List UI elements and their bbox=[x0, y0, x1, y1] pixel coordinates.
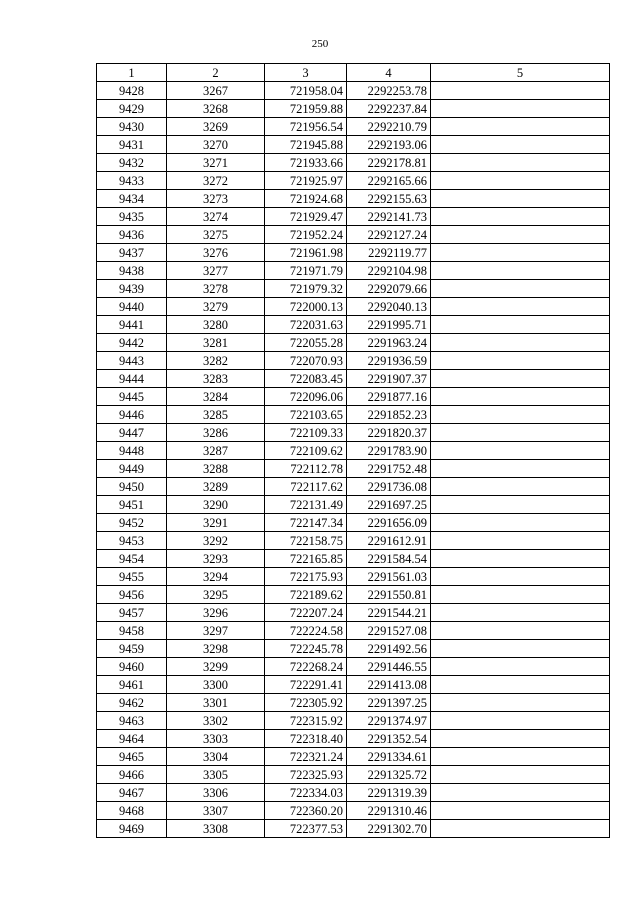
table-cell: 9431 bbox=[97, 136, 167, 154]
table-cell: 722360.20 bbox=[265, 802, 347, 820]
table-row bbox=[97, 424, 610, 442]
table-cell: 9455 bbox=[97, 568, 167, 586]
table-cell: 2292104.98 bbox=[347, 262, 431, 280]
table-cell: 2291907.37 bbox=[347, 370, 431, 388]
table-row bbox=[97, 442, 610, 460]
table-cell: 2291446.55 bbox=[347, 658, 431, 676]
table-cell bbox=[431, 604, 610, 622]
table-row bbox=[97, 622, 610, 640]
table-cell: 2291492.56 bbox=[347, 640, 431, 658]
table-cell: 3303 bbox=[167, 730, 265, 748]
table-cell: 721933.66 bbox=[265, 154, 347, 172]
table-cell: 722245.78 bbox=[265, 640, 347, 658]
table-cell: 721952.24 bbox=[265, 226, 347, 244]
table-header-row bbox=[97, 64, 610, 82]
table-cell: 3272 bbox=[167, 172, 265, 190]
table-cell: 9441 bbox=[97, 316, 167, 334]
table-cell: 722175.93 bbox=[265, 568, 347, 586]
table-cell: 722103.65 bbox=[265, 406, 347, 424]
table-cell: 9437 bbox=[97, 244, 167, 262]
table-cell bbox=[431, 514, 610, 532]
table-cell: 2291374.97 bbox=[347, 712, 431, 730]
table-cell: 722000.13 bbox=[265, 298, 347, 316]
table-cell: 3267 bbox=[167, 82, 265, 100]
table-cell: 2292079.66 bbox=[347, 280, 431, 298]
table-row bbox=[97, 694, 610, 712]
table-cell: 722377.53 bbox=[265, 820, 347, 838]
table-row bbox=[97, 100, 610, 118]
table-cell bbox=[431, 640, 610, 658]
table-row bbox=[97, 658, 610, 676]
table-cell: 2291561.03 bbox=[347, 568, 431, 586]
table-row bbox=[97, 784, 610, 802]
column-header: 2 bbox=[167, 64, 265, 82]
table-cell bbox=[431, 586, 610, 604]
table-cell bbox=[431, 298, 610, 316]
table-cell: 3308 bbox=[167, 820, 265, 838]
table-cell: 3299 bbox=[167, 658, 265, 676]
table-cell: 9458 bbox=[97, 622, 167, 640]
table-cell bbox=[431, 712, 610, 730]
table-cell: 2292165.66 bbox=[347, 172, 431, 190]
table-cell: 2291995.71 bbox=[347, 316, 431, 334]
table-cell bbox=[431, 460, 610, 478]
table-cell bbox=[431, 568, 610, 586]
table-row bbox=[97, 496, 610, 514]
table-cell: 2292210.79 bbox=[347, 118, 431, 136]
table-cell: 9445 bbox=[97, 388, 167, 406]
table-row bbox=[97, 298, 610, 316]
table-cell: 2291413.08 bbox=[347, 676, 431, 694]
table-row bbox=[97, 766, 610, 784]
table-cell: 3286 bbox=[167, 424, 265, 442]
table-cell: 2291550.81 bbox=[347, 586, 431, 604]
table-cell: 9428 bbox=[97, 82, 167, 100]
table-row bbox=[97, 244, 610, 262]
table-cell: 2292155.63 bbox=[347, 190, 431, 208]
table-cell bbox=[431, 352, 610, 370]
table-row bbox=[97, 316, 610, 334]
table-cell bbox=[431, 784, 610, 802]
table-cell: 9460 bbox=[97, 658, 167, 676]
table-cell: 721945.88 bbox=[265, 136, 347, 154]
table-body bbox=[97, 82, 610, 838]
table-cell bbox=[431, 802, 610, 820]
table-cell bbox=[431, 748, 610, 766]
table-cell: 9433 bbox=[97, 172, 167, 190]
table-cell: 9463 bbox=[97, 712, 167, 730]
table-cell: 2291697.25 bbox=[347, 496, 431, 514]
table-cell: 9462 bbox=[97, 694, 167, 712]
table-cell: 9451 bbox=[97, 496, 167, 514]
table-cell: 3305 bbox=[167, 766, 265, 784]
table-row bbox=[97, 118, 610, 136]
table-row bbox=[97, 730, 610, 748]
table-cell: 2292178.81 bbox=[347, 154, 431, 172]
table-cell bbox=[431, 766, 610, 784]
table-cell: 722109.62 bbox=[265, 442, 347, 460]
table-cell: 3274 bbox=[167, 208, 265, 226]
table-cell: 9443 bbox=[97, 352, 167, 370]
table-cell bbox=[431, 406, 610, 424]
table-cell: 2291820.37 bbox=[347, 424, 431, 442]
table-cell: 722224.58 bbox=[265, 622, 347, 640]
table-cell: 3282 bbox=[167, 352, 265, 370]
table-cell bbox=[431, 280, 610, 298]
table-row bbox=[97, 226, 610, 244]
table-row bbox=[97, 406, 610, 424]
table-cell: 721956.54 bbox=[265, 118, 347, 136]
table-cell: 722109.33 bbox=[265, 424, 347, 442]
table-row bbox=[97, 388, 610, 406]
table-cell: 3284 bbox=[167, 388, 265, 406]
table-cell: 721925.97 bbox=[265, 172, 347, 190]
table-cell: 722291.41 bbox=[265, 676, 347, 694]
table-row bbox=[97, 532, 610, 550]
table-cell: 722131.49 bbox=[265, 496, 347, 514]
table-cell bbox=[431, 136, 610, 154]
table-cell: 3298 bbox=[167, 640, 265, 658]
table-cell: 3280 bbox=[167, 316, 265, 334]
table-cell: 722083.45 bbox=[265, 370, 347, 388]
table-cell: 9465 bbox=[97, 748, 167, 766]
table-cell: 722055.28 bbox=[265, 334, 347, 352]
table-cell: 9469 bbox=[97, 820, 167, 838]
table-cell: 9459 bbox=[97, 640, 167, 658]
table-row bbox=[97, 748, 610, 766]
table-cell: 722207.24 bbox=[265, 604, 347, 622]
table-cell bbox=[431, 424, 610, 442]
table-cell bbox=[431, 676, 610, 694]
table-cell bbox=[431, 172, 610, 190]
table-row bbox=[97, 280, 610, 298]
table-cell: 9453 bbox=[97, 532, 167, 550]
table-cell bbox=[431, 190, 610, 208]
table-cell: 3295 bbox=[167, 586, 265, 604]
table-cell: 9432 bbox=[97, 154, 167, 172]
table-cell bbox=[431, 388, 610, 406]
table-cell: 2292237.84 bbox=[347, 100, 431, 118]
table-cell: 3278 bbox=[167, 280, 265, 298]
table-cell: 2291310.46 bbox=[347, 802, 431, 820]
table-cell: 3276 bbox=[167, 244, 265, 262]
table-cell: 721929.47 bbox=[265, 208, 347, 226]
table-cell: 9467 bbox=[97, 784, 167, 802]
table-cell: 9438 bbox=[97, 262, 167, 280]
table-cell: 9442 bbox=[97, 334, 167, 352]
table-cell: 3269 bbox=[167, 118, 265, 136]
table-row bbox=[97, 478, 610, 496]
table-row bbox=[97, 190, 610, 208]
table-cell: 2292253.78 bbox=[347, 82, 431, 100]
coordinates-table bbox=[96, 63, 610, 838]
table-cell: 2291527.08 bbox=[347, 622, 431, 640]
table-cell: 3277 bbox=[167, 262, 265, 280]
table-cell: 2291736.08 bbox=[347, 478, 431, 496]
table-cell: 2291963.24 bbox=[347, 334, 431, 352]
table-row bbox=[97, 136, 610, 154]
table-cell: 2291397.25 bbox=[347, 694, 431, 712]
table-cell: 3279 bbox=[167, 298, 265, 316]
table-cell: 721958.04 bbox=[265, 82, 347, 100]
table-cell: 9444 bbox=[97, 370, 167, 388]
table-cell: 3294 bbox=[167, 568, 265, 586]
table-cell: 721924.68 bbox=[265, 190, 347, 208]
table-cell: 722334.03 bbox=[265, 784, 347, 802]
table-cell bbox=[431, 730, 610, 748]
table-cell: 3288 bbox=[167, 460, 265, 478]
table-cell: 3304 bbox=[167, 748, 265, 766]
table-cell: 3271 bbox=[167, 154, 265, 172]
table-row bbox=[97, 460, 610, 478]
table-cell bbox=[431, 550, 610, 568]
table-cell: 2291936.59 bbox=[347, 352, 431, 370]
table-cell: 722158.75 bbox=[265, 532, 347, 550]
table-cell: 9446 bbox=[97, 406, 167, 424]
table-cell: 3285 bbox=[167, 406, 265, 424]
table-cell bbox=[431, 100, 610, 118]
table-cell: 9454 bbox=[97, 550, 167, 568]
table-cell: 2291319.39 bbox=[347, 784, 431, 802]
table-cell bbox=[431, 658, 610, 676]
table-row bbox=[97, 640, 610, 658]
table-cell: 9440 bbox=[97, 298, 167, 316]
table-cell: 3293 bbox=[167, 550, 265, 568]
column-header: 3 bbox=[265, 64, 347, 82]
table-cell bbox=[431, 820, 610, 838]
table-cell: 722315.92 bbox=[265, 712, 347, 730]
table-cell bbox=[431, 370, 610, 388]
page-number: 250 bbox=[311, 38, 329, 50]
table-cell: 2291877.16 bbox=[347, 388, 431, 406]
table-cell bbox=[431, 244, 610, 262]
table-cell: 2292119.77 bbox=[347, 244, 431, 262]
table-cell: 722031.63 bbox=[265, 316, 347, 334]
table-cell: 3268 bbox=[167, 100, 265, 118]
table-row bbox=[97, 712, 610, 730]
table-cell: 2291334.61 bbox=[347, 748, 431, 766]
table-cell: 722112.78 bbox=[265, 460, 347, 478]
table-cell: 722321.24 bbox=[265, 748, 347, 766]
table-row bbox=[97, 514, 610, 532]
table-cell bbox=[431, 154, 610, 172]
table-cell: 721979.32 bbox=[265, 280, 347, 298]
table-cell: 3290 bbox=[167, 496, 265, 514]
table-row bbox=[97, 334, 610, 352]
table-row bbox=[97, 352, 610, 370]
table-cell: 3296 bbox=[167, 604, 265, 622]
table-cell bbox=[431, 208, 610, 226]
table-cell: 2292040.13 bbox=[347, 298, 431, 316]
table-row bbox=[97, 172, 610, 190]
table-row bbox=[97, 604, 610, 622]
table-cell: 3297 bbox=[167, 622, 265, 640]
table-cell: 721971.79 bbox=[265, 262, 347, 280]
table-cell: 9456 bbox=[97, 586, 167, 604]
column-header: 1 bbox=[97, 64, 167, 82]
table-cell: 3300 bbox=[167, 676, 265, 694]
table-cell: 2291584.54 bbox=[347, 550, 431, 568]
table-cell bbox=[431, 82, 610, 100]
table-row bbox=[97, 208, 610, 226]
table-cell: 3287 bbox=[167, 442, 265, 460]
table-cell: 722318.40 bbox=[265, 730, 347, 748]
table-row bbox=[97, 82, 610, 100]
table-cell bbox=[431, 694, 610, 712]
table-cell: 3270 bbox=[167, 136, 265, 154]
column-header: 5 bbox=[431, 64, 610, 82]
table-cell: 9435 bbox=[97, 208, 167, 226]
table-cell: 2291352.54 bbox=[347, 730, 431, 748]
table-cell bbox=[431, 442, 610, 460]
table-cell: 9448 bbox=[97, 442, 167, 460]
table-cell: 9457 bbox=[97, 604, 167, 622]
table-row bbox=[97, 676, 610, 694]
table-cell: 3273 bbox=[167, 190, 265, 208]
table-cell: 9429 bbox=[97, 100, 167, 118]
table-cell: 3275 bbox=[167, 226, 265, 244]
table-cell bbox=[431, 496, 610, 514]
table-cell: 722189.62 bbox=[265, 586, 347, 604]
table-cell: 3307 bbox=[167, 802, 265, 820]
table-cell: 2291302.70 bbox=[347, 820, 431, 838]
table-cell: 2292193.06 bbox=[347, 136, 431, 154]
table-cell bbox=[431, 118, 610, 136]
table-row bbox=[97, 586, 610, 604]
table-cell: 2291783.90 bbox=[347, 442, 431, 460]
table-cell bbox=[431, 622, 610, 640]
table-cell: 722268.24 bbox=[265, 658, 347, 676]
table-cell: 9449 bbox=[97, 460, 167, 478]
table-cell: 722117.62 bbox=[265, 478, 347, 496]
table-row bbox=[97, 154, 610, 172]
column-header: 4 bbox=[347, 64, 431, 82]
table-cell: 3289 bbox=[167, 478, 265, 496]
table-cell: 3283 bbox=[167, 370, 265, 388]
table-cell: 2291852.23 bbox=[347, 406, 431, 424]
table-cell: 721961.98 bbox=[265, 244, 347, 262]
table-cell: 2292127.24 bbox=[347, 226, 431, 244]
table-cell: 3281 bbox=[167, 334, 265, 352]
table-row bbox=[97, 550, 610, 568]
table-cell: 722147.34 bbox=[265, 514, 347, 532]
table-cell: 3301 bbox=[167, 694, 265, 712]
table-cell bbox=[431, 262, 610, 280]
table-cell: 9439 bbox=[97, 280, 167, 298]
table-cell bbox=[431, 478, 610, 496]
table-cell: 9447 bbox=[97, 424, 167, 442]
table-cell bbox=[431, 334, 610, 352]
table-cell: 722070.93 bbox=[265, 352, 347, 370]
table-cell: 2291656.09 bbox=[347, 514, 431, 532]
table-cell: 722325.93 bbox=[265, 766, 347, 784]
table-cell: 3302 bbox=[167, 712, 265, 730]
table-cell: 2291612.91 bbox=[347, 532, 431, 550]
table-cell: 9430 bbox=[97, 118, 167, 136]
table-cell: 3291 bbox=[167, 514, 265, 532]
table-cell: 9464 bbox=[97, 730, 167, 748]
table-cell: 9466 bbox=[97, 766, 167, 784]
table-cell: 2291752.48 bbox=[347, 460, 431, 478]
table-row bbox=[97, 802, 610, 820]
table-cell: 9436 bbox=[97, 226, 167, 244]
table-cell: 2292141.73 bbox=[347, 208, 431, 226]
table-cell: 722096.06 bbox=[265, 388, 347, 406]
table-cell bbox=[431, 226, 610, 244]
table-cell: 722305.92 bbox=[265, 694, 347, 712]
table-cell: 9434 bbox=[97, 190, 167, 208]
table-cell: 3306 bbox=[167, 784, 265, 802]
table-cell: 721959.88 bbox=[265, 100, 347, 118]
table-cell: 9461 bbox=[97, 676, 167, 694]
table-cell: 9450 bbox=[97, 478, 167, 496]
table-cell: 2291544.21 bbox=[347, 604, 431, 622]
table-row bbox=[97, 820, 610, 838]
table-cell bbox=[431, 532, 610, 550]
table-row bbox=[97, 568, 610, 586]
table-cell: 3292 bbox=[167, 532, 265, 550]
table-row bbox=[97, 262, 610, 280]
table-row bbox=[97, 370, 610, 388]
table-cell: 9468 bbox=[97, 802, 167, 820]
table-cell: 722165.85 bbox=[265, 550, 347, 568]
table-cell: 2291325.72 bbox=[347, 766, 431, 784]
table-cell bbox=[431, 316, 610, 334]
table-cell: 9452 bbox=[97, 514, 167, 532]
